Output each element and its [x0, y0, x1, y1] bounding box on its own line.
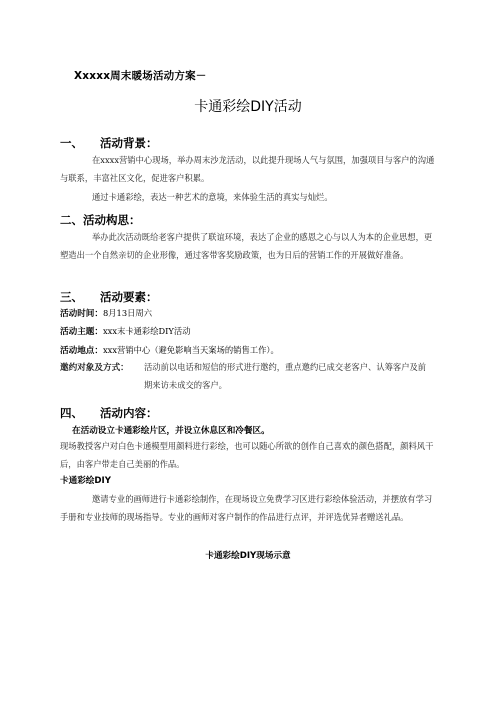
item-value: xxx营销中心（避免影响当天案场的销售工作）。	[102, 345, 279, 355]
item-key: 邀约对象及方式：	[60, 363, 129, 373]
section-heading-background	[60, 135, 158, 151]
element-item	[60, 344, 279, 356]
section-number: 一、	[60, 136, 83, 150]
section-title: 活动构思：	[83, 213, 141, 227]
section-title: 活动要素：	[100, 290, 158, 304]
item-value: xxx末卡通彩绘DIY活动	[102, 326, 191, 336]
section-heading-content	[60, 405, 158, 421]
paragraph: 通过卡通彩绘，表达一种艺术的意境，来体验生活的真实与灿烂。	[92, 192, 333, 202]
item-value: 8月13日周六	[102, 308, 153, 318]
paragraph: 现场教授客户对白色卡通模型用颜料进行彩绘，也可以随心所欲的创作自己喜欢的颜色搭配，颜料风干后，由客户带走自己美丽的作品。	[60, 441, 434, 469]
item-key: 活动主题：	[60, 327, 103, 337]
item-key: 活动地点：	[60, 346, 103, 356]
section-heading-concept	[60, 212, 141, 228]
main-title: 卡通彩绘DIY活动	[194, 99, 302, 115]
section-title: 活动背景：	[100, 136, 158, 150]
paragraph: 举办此次活动既给老客户提供了联谊环境，表达了企业的感恩之心与以人为本的企业思想，更塑造出一个自然亲切的企业形像，通过客带客奖励政策，也为日后的营销工作的开展做好准备。	[60, 232, 433, 260]
element-item	[60, 307, 152, 319]
lead-text: 在活动设立卡通彩绘片区，并设立休息区和冷餐区。	[72, 426, 270, 436]
section-number: 二、	[60, 213, 83, 227]
figure-caption: 卡通彩绘DIY现场示意	[205, 551, 291, 561]
item-key: 活动时间：	[60, 309, 103, 319]
element-item	[60, 325, 191, 337]
subheading: 卡通彩绘DIY	[60, 476, 111, 486]
section-heading-elements	[60, 289, 158, 305]
section-number: 三、	[60, 290, 83, 304]
document-title: Xxxxx周末暖场活动方案－	[74, 70, 207, 82]
paragraph: 邀请专业的画师进行卡通彩绘制作，在现场设立免费学习区进行彩绘体验活动，并摆放有学习手册和专业技师的现场指导。专业的画师对客户制作的作品进行点评，并评选优异者赠送礼品。	[60, 494, 433, 522]
paragraph: 在xxxx营销中心现场，举办周末沙龙活动，以此提升现场人气与氛围，加强项目与客户的沟通与联系，丰富社区文化，促进客户积累。	[60, 155, 435, 183]
item-value: 活动前以电话和短信的形式进行邀约，重点邀约已成交老客户、认筹客户及前期来访未成交的客户。	[144, 362, 427, 390]
section-title: 活动内容：	[100, 406, 158, 420]
section-number: 四、	[60, 406, 83, 420]
